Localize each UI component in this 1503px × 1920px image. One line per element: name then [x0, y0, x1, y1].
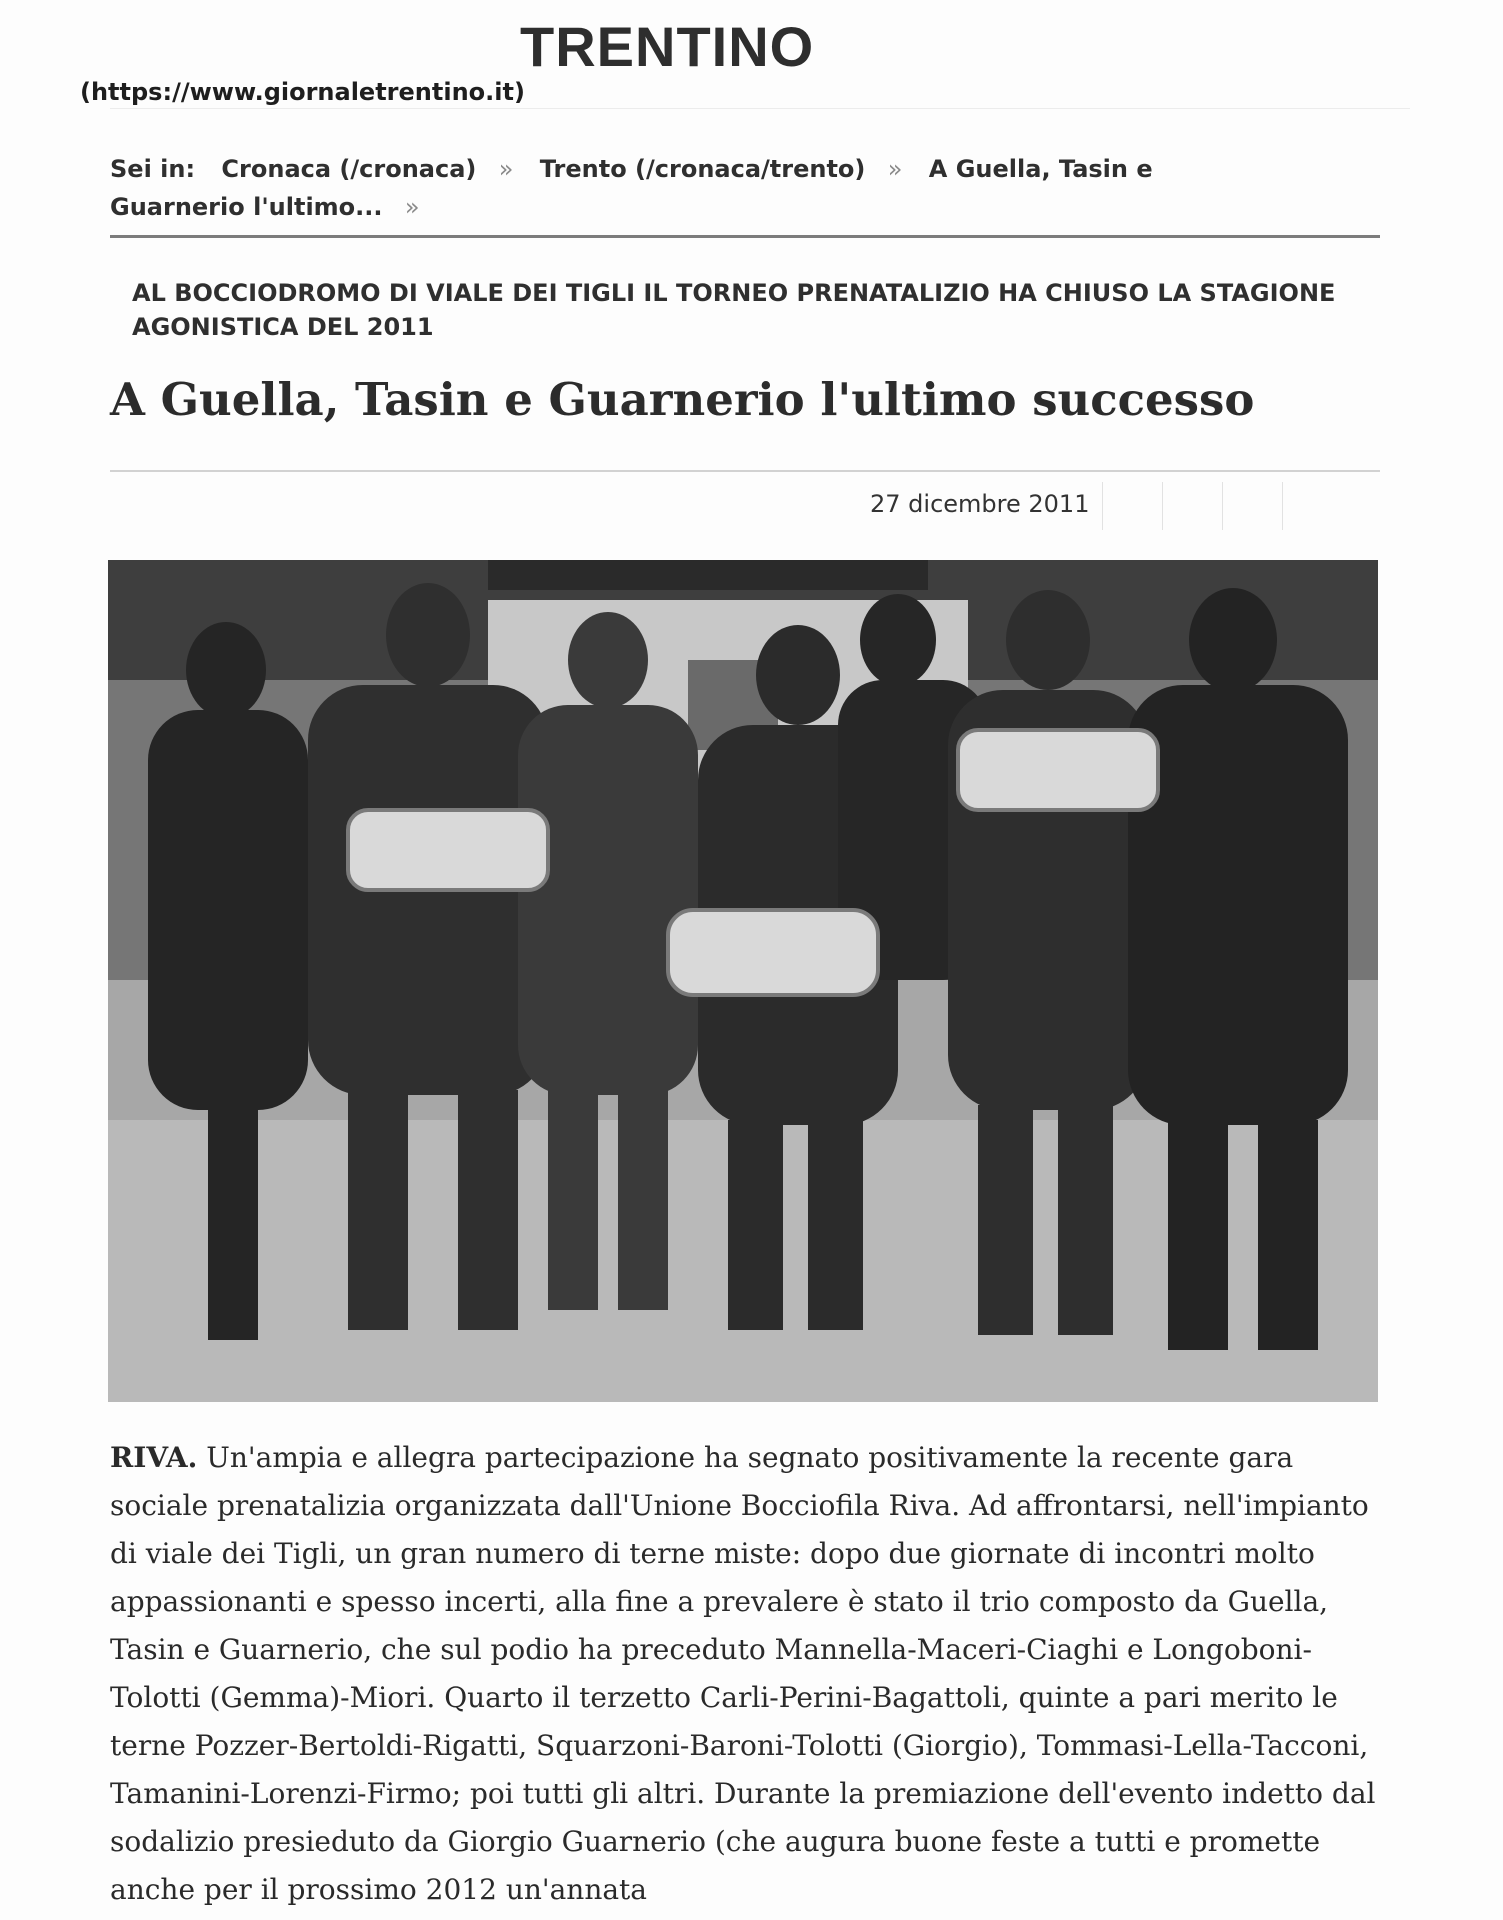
article-kicker: AL BOCCIODROMO DI VIALE DEI TIGLI IL TORNEO PRENATALIZIO HA CHIUSO LA STAGIONE AGONISTICA DEL 2011 [132, 279, 1336, 341]
breadcrumb [110, 150, 1260, 226]
article-date: 27 dicembre 2011 [870, 490, 1090, 518]
share-slot-divider [1222, 482, 1223, 530]
breadcrumb-label: Sei in: [110, 155, 196, 183]
share-slot-divider [1102, 482, 1103, 530]
breadcrumb-divider [110, 235, 1380, 238]
masthead-logo[interactable]: TRENTINO [520, 15, 815, 78]
breadcrumb-item-trento[interactable]: Trento (/cronaca/trento) [539, 155, 866, 183]
breadcrumb-item-article[interactable]: A Guella, Tasin e Guarnerio l'ultimo... [110, 155, 1153, 221]
title-divider [110, 470, 1380, 472]
breadcrumb-separator: » [498, 155, 514, 183]
site-url: (https://www.giornaletrentino.it) [80, 78, 525, 106]
share-slot-divider [1282, 482, 1283, 530]
breadcrumb-item-cronaca[interactable]: Cronaca (/cronaca) [221, 155, 477, 183]
article-body [110, 1434, 1390, 1914]
article-photo [108, 560, 1378, 1402]
article-title: A Guella, Tasin e Guarnerio l'ultimo successo [110, 373, 1255, 426]
article-body-text: Un'ampia e allegra partecipazione ha segnato positivamente la recente gara sociale prenatalizia organizzata dall'Unione Bocciofila Riva. Ad affrontarsi, nell'impianto di viale dei Tigli, un gran numero di terne miste: dopo due giornate di incontri molto appassionanti e spesso incerti, alla fine a prevalere è stato il trio composto da Guella, Tasin e Guarnerio, che sul podio ha preceduto Mannella-Maceri-Ciaghi e Longoboni-Tolotti (Gemma)-Miori. Quarto il terzetto Carli-Perini-Bagattoli, quinte a pari merito le terne Pozzer-Bertoldi-Rigatti, Squarzoni-Baroni-Tolotti (Giorgio), Tommasi-Lella-Tacconi, Tamanini-Lorenzi-Firmo; poi tutti gli altri. Durante la premiazione dell'evento indetto dal sodalizio presieduto da Giorgio Guarnerio (che augura buone feste a tutti e promette anche per il prossimo 2012 un'annata [110, 1441, 1376, 1906]
article-dateline: RIVA. [110, 1441, 198, 1474]
breadcrumb-separator: » [404, 193, 420, 221]
header-divider [110, 108, 1410, 109]
share-slot-divider [1162, 482, 1163, 530]
breadcrumb-separator: » [887, 155, 903, 183]
